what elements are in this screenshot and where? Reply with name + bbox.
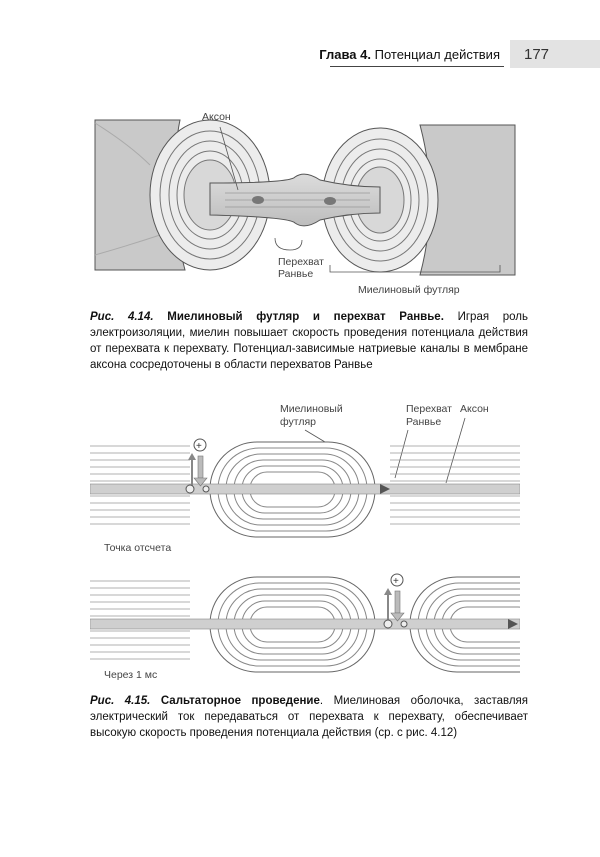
label-node-line2: Ранвье xyxy=(406,416,442,428)
caption-title: Миелиновый футляр и перехват Ранвье. xyxy=(167,311,444,323)
caption-title: Сальтаторное проведение xyxy=(160,695,320,707)
caption-text: . Миелиновая оболочка, заставляя электрический ток передаваться от перехвата к перехвату, обеспечивает высокую скорость проведения потенциала действия (ср. с рис. 4.12) xyxy=(90,695,529,739)
caption-text: Играя роль электроизоляции, миелин повышает скорость проведения потенциала действия от перехвата к перехвату. Потенциал-зависимые натриевые каналы в мембране аксона сосредоточены в области перехватов Ранвье xyxy=(90,311,528,371)
chapter-label: Глава 4. xyxy=(319,47,371,62)
ion-plus-b: + xyxy=(393,576,399,587)
panel-reference-point xyxy=(90,439,520,554)
ion-plus-a: + xyxy=(196,441,202,452)
figure-4-15 xyxy=(90,398,520,688)
label-sheath: Миелиновый футляр xyxy=(358,284,460,296)
label-node-line2: Ранвье xyxy=(278,268,314,280)
label-reference-point: Точка отсчета xyxy=(104,542,172,554)
page-number: 177 xyxy=(510,40,600,68)
caption-number: Рис. 4.15. xyxy=(90,695,151,707)
chapter-title: Потенциал действия xyxy=(374,47,500,62)
label-sheath-line2: футляр xyxy=(280,416,317,428)
label-axon: Аксон xyxy=(202,111,231,123)
caption-4-15 xyxy=(90,693,528,741)
label-node-line1: Перехват xyxy=(406,403,452,415)
label-node-line1: Перехват xyxy=(278,256,324,268)
caption-number: Рис. 4.14. xyxy=(90,311,154,323)
running-head xyxy=(319,47,500,62)
label-after-1ms: Через 1 мс xyxy=(104,669,158,681)
label-axon: Аксон xyxy=(460,403,489,415)
page-header xyxy=(0,40,600,70)
label-sheath-line1: Миелиновый xyxy=(280,403,343,415)
caption-4-14 xyxy=(90,309,528,373)
header-rule xyxy=(330,66,504,67)
node-bracket xyxy=(275,238,302,250)
panel-after-1ms xyxy=(90,574,520,681)
figure-4-14 xyxy=(90,105,520,300)
